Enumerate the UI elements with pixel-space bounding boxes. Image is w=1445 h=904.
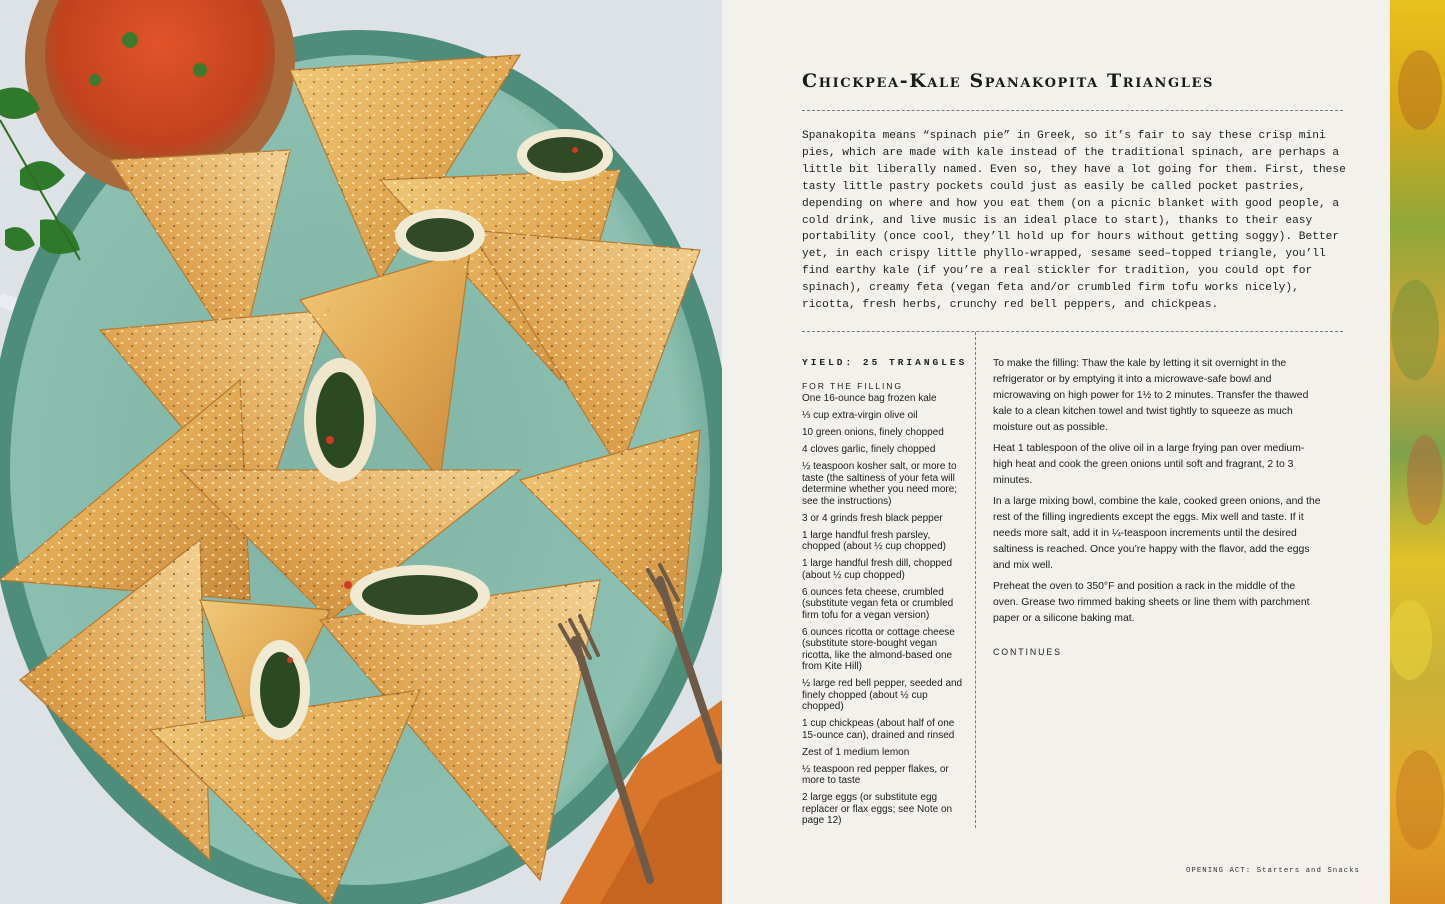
ingredient-item: ½ teaspoon red pepper flakes, or more to taste: [802, 763, 949, 786]
recipe-title: Chickpea-Kale Spanakopita Triangles: [802, 70, 1214, 92]
ingredients-column: [802, 357, 968, 832]
ingredient-item: 2 large eggs (or substitute egg replacer or flax eggs; see Note on page 12): [802, 792, 953, 826]
ingredient-item: 1 large handful fresh dill, chopped (about ½ cup chopped): [802, 558, 953, 581]
title-divider: [802, 110, 1343, 111]
method-step: Heat 1 tablespoon of the olive oil in a large frying pan over medium-high heat and cook the green onions until soft and fragrant, 2 to 3 minutes.: [993, 443, 1305, 486]
ingredient-item: ⅓ cup extra-virgin olive oil: [802, 410, 918, 421]
ingredient-item: 4 cloves garlic, finely chopped: [802, 444, 936, 455]
ingredient-item: Zest of 1 medium lemon: [802, 746, 910, 758]
ingredient-item: 6 ounces feta cheese, crumbled (substitute vegan feta or crumbled firm tofu for a vegan version): [802, 586, 954, 621]
yield-label: YIELD: 25 TRIANGLES: [802, 357, 968, 368]
method-step: In a large mixing bowl, combine the kale, cooked green onions, and the rest of the filling ingredients except the eggs. Mix well and taste. If it needs more salt, add it in ¼-teaspoon increments until the desired saltiness is reached. Once you’re happy with the flavor, add the eggs and mix well.: [993, 496, 1321, 571]
ingredient-item: 10 green onions, finely chopped: [802, 427, 944, 438]
intro-divider: [802, 331, 1343, 332]
footer-section-prefix: OPENING ACT:: [1186, 867, 1252, 875]
ingredient-item: 6 ounces ricotta or cottage cheese (substitute store-bought vegan ricotta, like the almond-based one from Kite Hill): [802, 626, 955, 672]
column-divider: [975, 332, 976, 828]
continues-label: CONTINUES: [993, 647, 1062, 657]
running-footer: [1186, 867, 1360, 875]
decorative-edge-strip: [1390, 0, 1445, 904]
ingredient-item: ½ large red bell pepper, seeded and finely chopped (about ½ cup chopped): [802, 678, 963, 712]
food-photo: [0, 0, 722, 904]
ingredient-item: One 16-ounce bag frozen kale: [802, 393, 937, 404]
filling-heading: FOR THE FILLING: [802, 381, 903, 391]
recipe-page: [722, 0, 1390, 904]
method-step: To make the filling: Thaw the kale by letting it sit overnight in the refrigerator or by emptying it into a microwave-safe bowl and microwaving on high power for 1½ to 2 minutes. Transfer the thawed kale to a clean kitchen towel and twist tightly to squeeze as much moisture out as possible.: [993, 358, 1309, 433]
recipe-intro: Spanakopita means “spinach pie” in Greek, so it’s fair to say these crisp mini pies, which are made with kale instead of the traditional spinach, are perhaps a little bit liberally named. Even so, they have a lot going for them. First, these tasty little pastry pockets could just as easily be called pocket pastries, depending on where and how you eat them (on a picnic blanket with good people, a cold drink, and live music is an ideal place to start), thanks to their easy portability (once cool, they’ll hold up for hours without getting soggy). Better yet, in each crispy little phyllo-wrapped, sesame seed–topped triangle, you’ll find earthy kale (if you’re a real stickler for tradition, you could opt for spinach), creamy feta (vegan feta and/or crumbled firm tofu works nicely), ricotta, fresh herbs, crunchy red bell peppers, and chickpeas.: [802, 130, 1346, 312]
footer-section-name: Starters and Snacks: [1251, 867, 1360, 875]
method-column: [993, 356, 1323, 657]
ingredient-item: 1 large handful fresh parsley, chopped (about ½ cup chopped): [802, 529, 946, 552]
ingredient-item: 1 cup chickpeas (about half of one 15-ounce can), drained and rinsed: [802, 718, 955, 741]
ingredient-item: 3 or 4 grinds fresh black pepper: [802, 512, 943, 524]
ingredient-item: ½ teaspoon kosher salt, or more to taste (the saltiness of your feta will determine whether you need more; see the instructions): [802, 461, 958, 507]
method-step: Preheat the oven to 350°F and position a rack in the middle of the oven. Grease two rimmed baking sheets or line them with parchment paper or a silicone baking mat.: [993, 581, 1310, 624]
